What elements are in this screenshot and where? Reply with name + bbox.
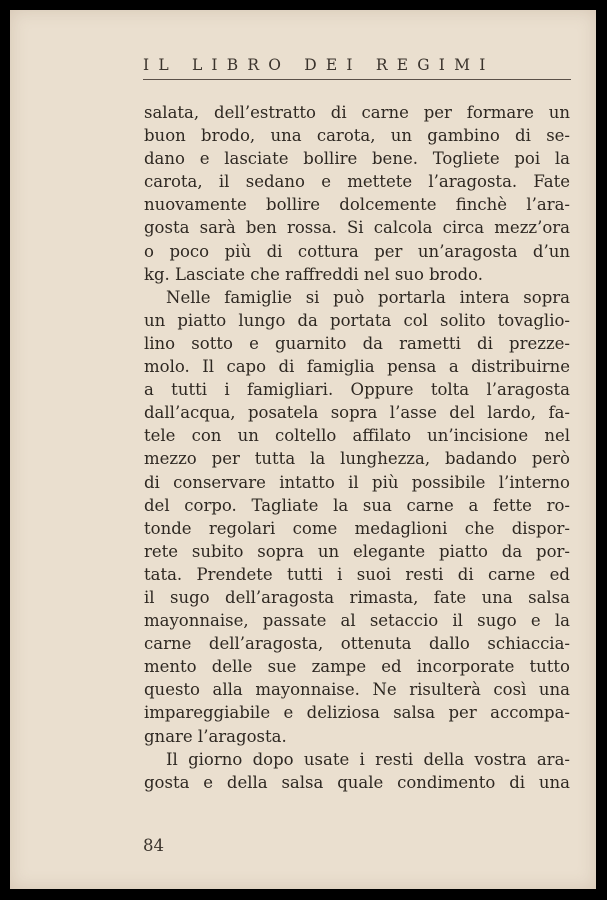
- text-line: tele con un coltello affilato un’incisione nel: [144, 426, 570, 446]
- text-line: lino sotto e guarnito da rametti di prezze-: [144, 333, 570, 353]
- text-line: Il giorno dopo usate i resti della vostra ara-: [166, 749, 570, 769]
- text-line: gosta e della salsa quale condimento di una: [144, 772, 570, 792]
- text-line: tata. Prendete tutti i suoi resti di carne ed: [144, 564, 570, 584]
- text-line: nuovamente bollire dolcemente finchè l’ara-: [144, 195, 570, 215]
- text-line: questo alla mayonnaise. Ne risulterà così una: [144, 680, 570, 700]
- text-line: buon brodo, una carota, un gambino di se-: [144, 126, 570, 146]
- text-line: impareggiabile e deliziosa salsa per accompa-: [144, 703, 570, 723]
- book-page: [10, 10, 596, 889]
- text-line: carota, il sedano e mettete l’aragosta. Fate: [144, 172, 570, 192]
- running-head: IL LIBRO DEI REGIMI: [143, 56, 495, 74]
- page-number: 84: [143, 836, 164, 855]
- text-line: gnare l’aragosta.: [144, 726, 287, 746]
- text-line: mezzo per tutta la lunghezza, badando però: [144, 449, 570, 469]
- text-line: a tutti i famigliari. Oppure tolta l’aragosta: [144, 380, 570, 400]
- text-line: molo. Il capo di famiglia pensa a distribuirne: [144, 357, 570, 377]
- text-line: mento delle sue zampe ed incorporate tutto: [144, 657, 570, 677]
- text-line: mayonnaise, passate al setaccio il sugo e la: [144, 611, 570, 631]
- body-text: [144, 101, 570, 794]
- text-line: dall’acqua, posatela sopra l’asse del lardo, fa-: [144, 403, 570, 423]
- text-line: un piatto lungo da portata col solito tovaglio-: [144, 310, 570, 330]
- text-line: o poco più di cottura per un’aragosta d’un: [144, 241, 570, 261]
- text-line: rete subito sopra un elegante piatto da por-: [144, 541, 570, 561]
- text-line: del corpo. Tagliate la sua carne a fette ro-: [144, 495, 570, 515]
- text-line: di conservare intatto il più possibile l’interno: [144, 472, 570, 492]
- text-line: dano e lasciate bollire bene. Togliete poi la: [144, 149, 570, 169]
- text-line: Nelle famiglie si può portarla intera sopra: [166, 287, 570, 307]
- text-line: gosta sarà ben rossa. Si calcola circa mezz’ora: [144, 218, 570, 238]
- text-line: kg. Lasciate che raffreddi nel suo brodo.: [144, 264, 483, 284]
- text-line: tonde regolari come medaglioni che dispor-: [144, 518, 570, 538]
- text-line: il sugo dell’aragosta rimasta, fate una salsa: [144, 587, 570, 607]
- header-rule: [143, 79, 571, 80]
- text-line: salata, dell’estratto di carne per formare un: [144, 103, 570, 122]
- text-line: carne dell’aragosta, ottenuta dallo schiaccia-: [144, 634, 570, 654]
